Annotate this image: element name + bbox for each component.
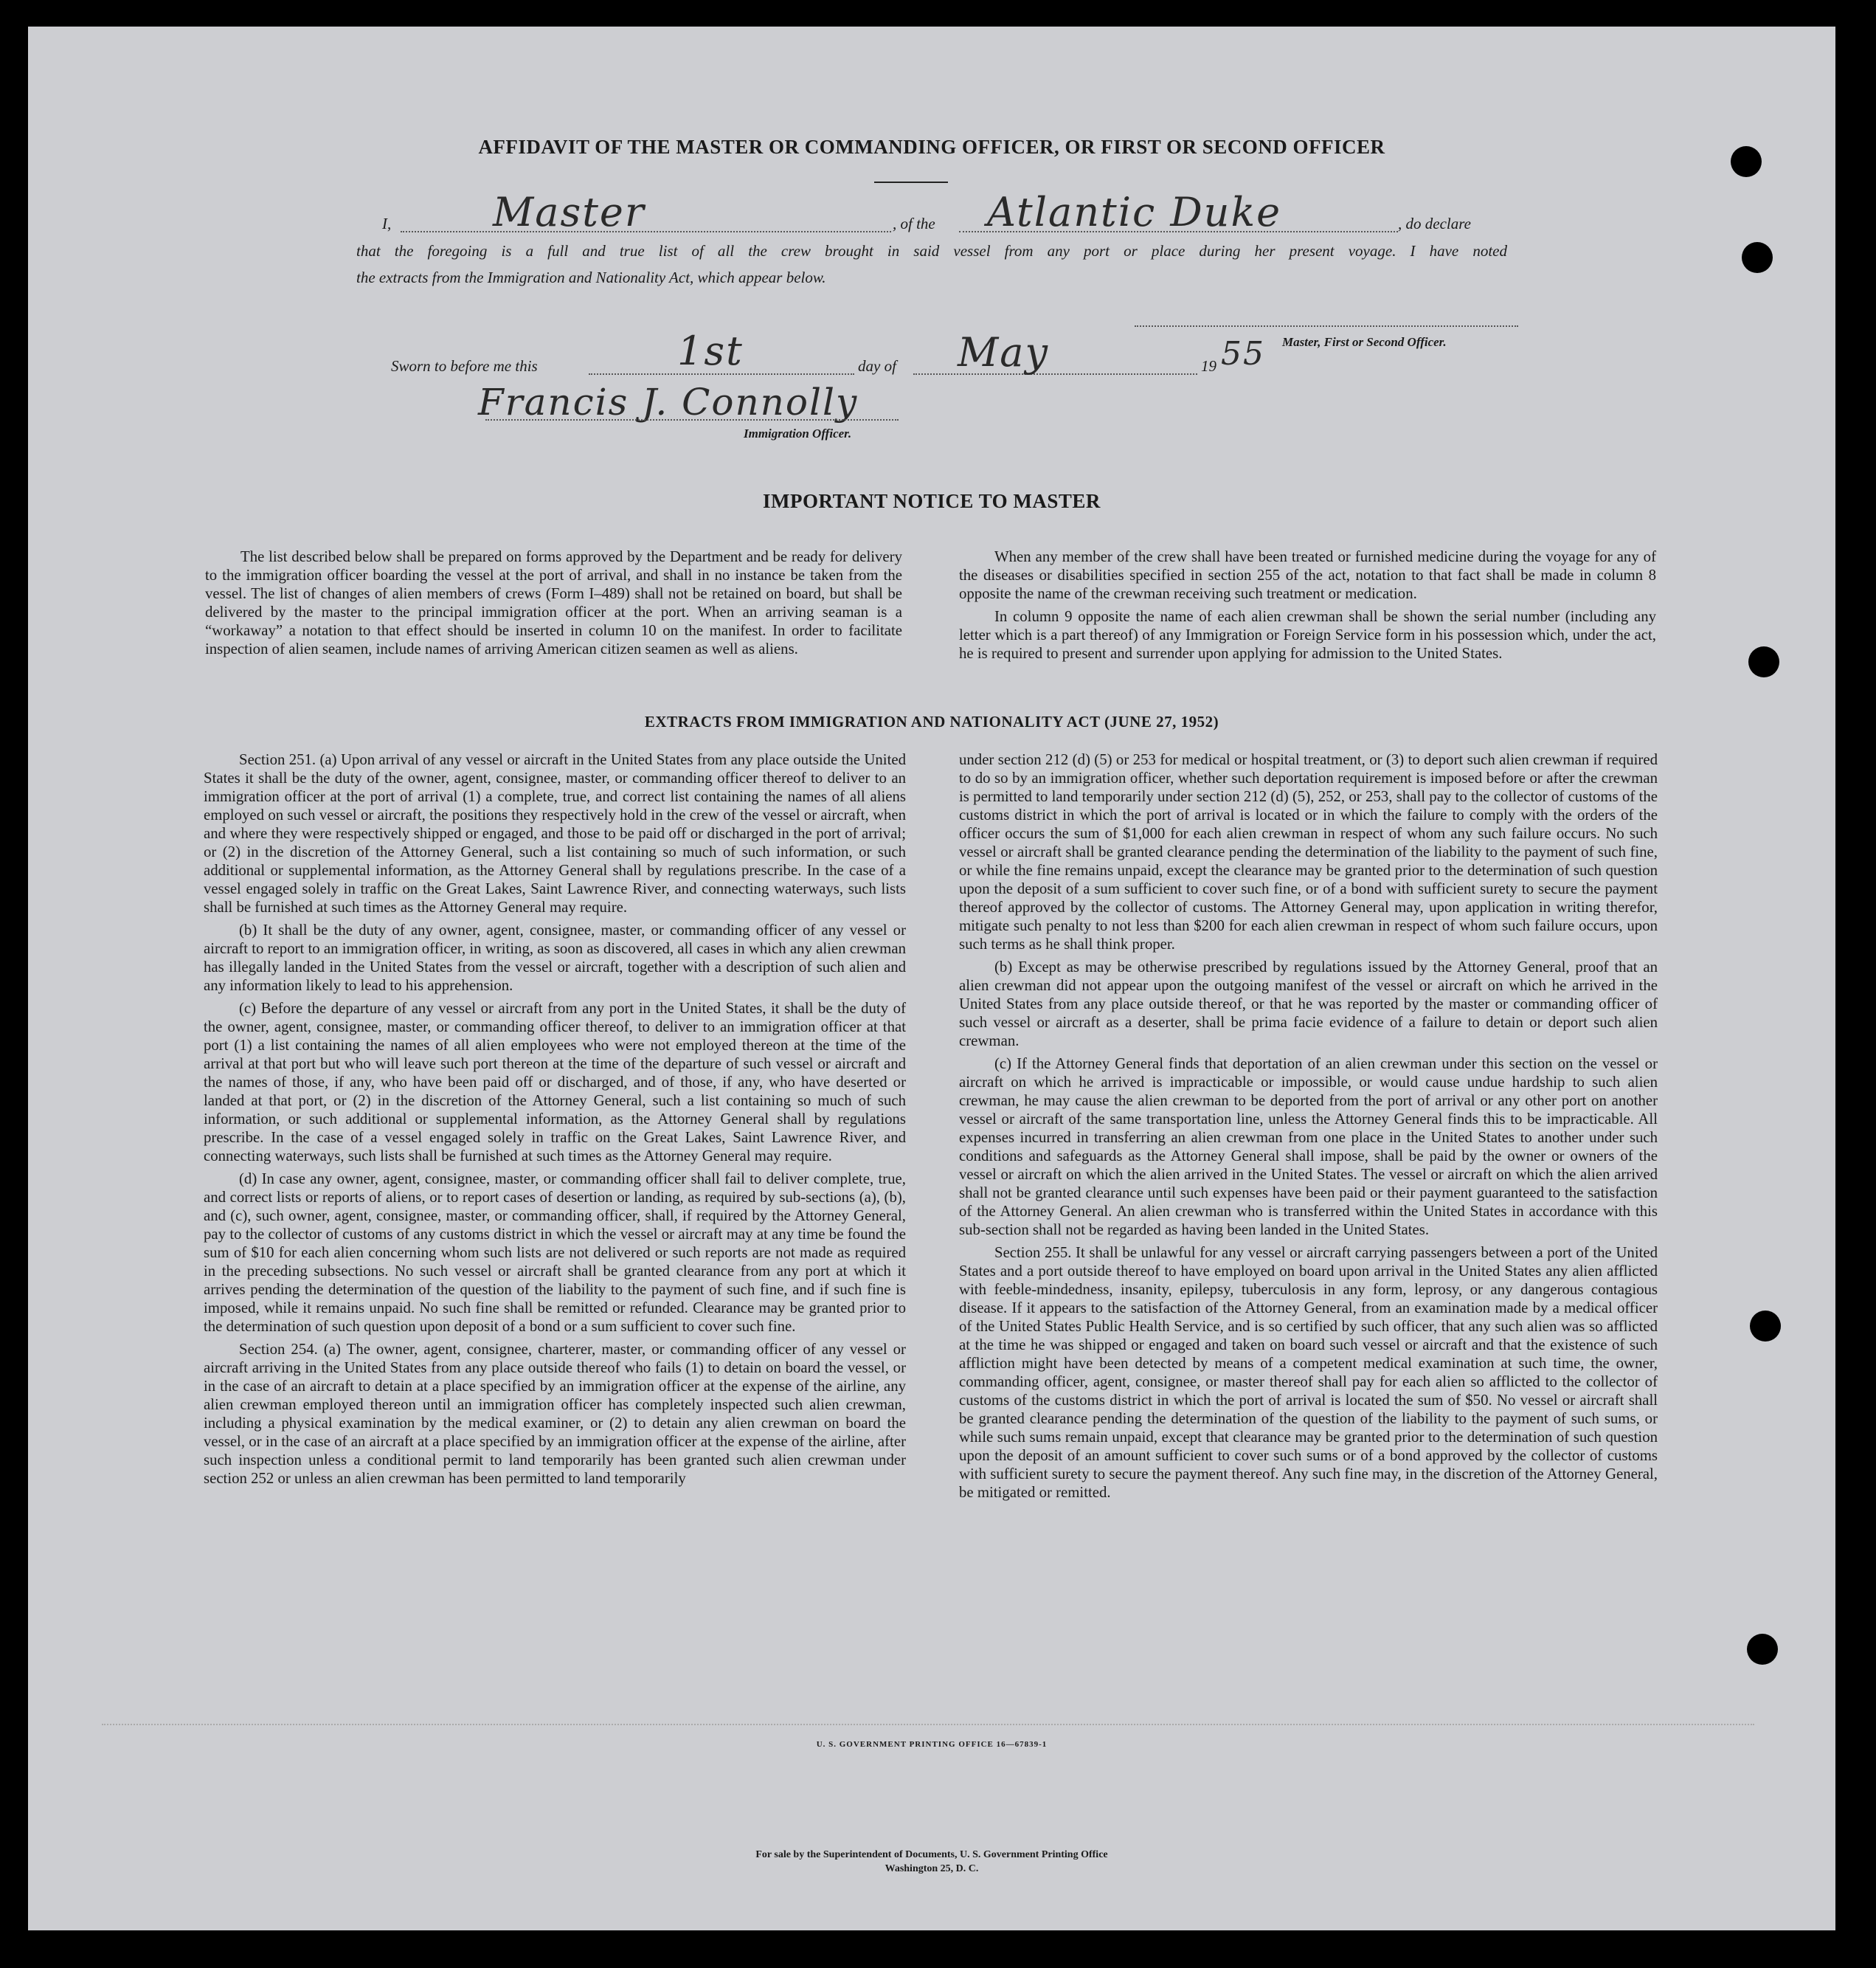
section-251-c: (c) Before the departure of any vessel or aircraft from any port in the United States, it shall be the duty of the owner, agent, consignee, master, or commanding officer thereof, to deliver to an immigration officer at that port (1) a list containing the names of all alien employees who were not employed thereon at the time of the arrival at that port but who will leave such port thereon at the time of the departure of such vessel or aircraft and the names of those, if any, who have been paid off or discharged, and of those, if any, who have deserted or landed at that port, or (2) in the discretion of the Attorney General, such a list containing so much of such information, or such additional or supplemental information, as the Attorney General shall by regulations prescribe. In the case of a vessel engaged solely in traffic on the Great Lakes, Saint Lawrence River, and connecting waterways, such lists shall be furnished at such times as the Attorney General may require. (204, 1000, 906, 1164)
officer-caption: Immigration Officer. (744, 427, 852, 441)
notice-left-paragraph: The list described below shall be prepared on forms approved by the Department and be ready for delivery to the immigration officer boarding the vessel at the port of arrival, and shall in no instance be taken from the vessel. The list of changes of alien members of crews (Form I–489) shall not be retained on board, but shall be delivered by the master to the principal immigration officer at the port. When an arriving seaman is a “workaway” a notation to that effect should be inserted in column 10 on the manifest. In order to facilitate inspection of alien seamen, include names of arriving American citizen seamen as well as aliens. (205, 548, 902, 657)
affidavit-body-line2: the extracts from the Immigration and Nationality Act, which appear below. (356, 269, 826, 286)
master-caption: Master, First or Second Officer. (1282, 335, 1447, 349)
notice-title: IMPORTANT NOTICE TO MASTER (763, 490, 1101, 512)
punch-hole (1750, 1311, 1781, 1342)
officer-signature: Francis J. Connolly (478, 381, 859, 424)
extracts-title: EXTRACTS FROM IMMIGRATION AND NATIONALITY ACT (JUNE 27, 1952) (644, 713, 1219, 731)
section-251-d: (d) In case any owner, agent, consignee, master, or commanding officer shall fail to deliver complete, true, and correct lists or reports of aliens, or to report cases of desertion or landing, as required by sub-sections (a), (b), and (c), such owner, agent, consignee, master, or commanding officer, shall, if required by the Attorney General, pay to the collector of customs of any customs district in which the vessel or aircraft may at any time be found the sum of $10 for each alien concerning whom such lists are not delivered or such reports are not made as required in the preceding subsections. No such vessel or aircraft shall be granted clearance from any port at which it arrives pending the determination of the question of the liability to the payment of such fine, and if such fine is imposed, while it remains unpaid. No such fine shall be remitted or refunded. Clearance may be granted prior to the determination of such question upon deposit of a bond or a sum sufficient to cover such fine. (204, 1170, 906, 1335)
footer-line-2: Washington 25, D. C. (885, 1863, 979, 1874)
notice-right-paragraph-1: When any member of the crew shall have been treated or furnished medicine during the voyage for any of the diseases or disabilities specified in section 255 of the act, notation to that fact shall be made in column 8 opposite the name of the crewman receiving such treatment or medication. (959, 548, 1656, 602)
punch-hole (1747, 1634, 1778, 1665)
section-254-c: (c) If the Attorney General finds that deportation of an alien crewman under this section on the vessel or aircraft on which he arrived is impracticable or impossible, or would cause undue hardship to such alien crewman, he may cause the alien crewman to be deported from the port of arrival or any other port on another vessel or aircraft of the same transportation line, unless the Attorney General finds this to be impracticable. All expenses incurred in transferring an alien crewman from one place in the United States to another under such conditions and safeguards as the Attorney General shall impose, shall be paid by the owner or owners of the vessel or aircraft on which the alien arrived in the United States. The vessel or aircraft on which the alien arrived shall not be granted clearance until such expenses have been paid or their payment guaranteed to the satisfaction of the Attorney General. An alien crewman who is transferred within the United States in accordance with this sub-section shall not be regarded as having been landed in the United States. (959, 1055, 1658, 1238)
affidavit-body-line1: that the foregoing is a full and true list of all the crew brought in said vessel from any port or place during her present voyage. I have noted (356, 242, 1507, 260)
name-blank (401, 231, 891, 232)
handwritten-month: May (958, 329, 1049, 376)
section-254-a-continued: under section 212 (d) (5) or 253 for medical or hospital treatment, or (3) to deport such alien crewman if required to do so by an immigration officer, whether such deportation requirement is imposed before or after the crewman is permitted to land temporarily under section 212 (d) (5), 252, or 253, shall pay to the collector of customs of the customs district in which the port of arrival is located or in which the failure to comply with the orders of the officer occurs the sum of $1,000 for each alien crewman in respect of whom any such failure occurs. No such vessel or aircraft shall be granted clearance pending the determination of the liability to the payment of such fine, or while the fine remains unpaid, except the clearance may be granted prior to the determination of such question upon the deposit of a sum sufficient to cover such fine, or of a bond with sufficient surety to secure the payment thereof approved by the collector of customs. The Attorney General may, upon application in writing therefor, mitigate such penalty to not less than $200 for each alien crewman in respect of whom such failure occurs, upon such terms as he shall think proper. (959, 751, 1658, 953)
document-page (28, 27, 1835, 1930)
section-254-b: (b) Except as may be otherwise prescribed by regulations issued by the Attorney General, proof that an alien crewman did not appear upon the outgoing manifest of the vessel or aircraft on which he arrived in the United States from any place outside thereof, or that he was reported by the master or commanding officer of such vessel or aircraft as a deserter, shall be prima facie evidence of a failure to detain or deport such alien crewman. (959, 959, 1658, 1049)
notice-right-column (959, 548, 1656, 667)
notice-left-column (205, 548, 902, 663)
footer (28, 1848, 1835, 1876)
notice-right-paragraph-2: In column 9 opposite the name of each alien crewman shall be shown the serial number (including any letter which is a part thereof) of any Immigration or Foreign Service form in his possession which, under the act, he is required to present and surrender upon applying for admission to the United States. (959, 608, 1656, 662)
affidavit-do-declare: , do declare (1398, 215, 1471, 232)
day-of-label: day of (858, 357, 896, 375)
title-rule (874, 182, 948, 183)
footer-line-1: For sale by the Superintendent of Documents, U. S. Government Printing Office (755, 1849, 1108, 1860)
punch-hole (1731, 146, 1762, 177)
month-blank (913, 373, 1197, 375)
extracts-left-column (204, 750, 906, 1492)
section-251-b: (b) It shall be the duty of any owner, agent, consignee, master, or commanding officer of any vessel or aircraft to report to an immigration officer, in writing, as soon as discovered, all cases in which any alien crewman has illegally landed in the United States from the vessel or aircraft, together with a description of such alien and any information likely to lead to his apprehension. (204, 922, 906, 994)
section-251-a: Section 251. (a) Upon arrival of any vessel or aircraft in the United States from any place outside the United States it shall be the duty of the owner, agent, consignee, master, or commanding officer thereof to deliver to an immigration officer at the port of arrival (1) a complete, true, and correct list containing the names of all aliens employed on such vessel or aircraft, the positions they respectively hold in the crew of the vessel or aircraft, when and where they were respectively shipped or engaged, and those to be paid off or discharged in the port of arrival; or (2) in the discretion of the Attorney General, such a list containing so much of such information, or such additional or supplemental information, as the Attorney General shall by regulations prescribe. In the case of a vessel engaged solely in traffic on the Great Lakes, Saint Lawrence River, and connecting waterways, such lists shall be furnished at such times as the Attorney General may require. (204, 751, 906, 916)
section-255: Section 255. It shall be unlawful for any vessel or aircraft carrying passengers between a port of the United States and a port outside thereof to have employed on board upon arrival in the United States any alien afflicted with feeble-mindedness, insanity, epilepsy, tuberculosis in any form, leprosy, or any dangerous contagious disease. If it appears to the satisfaction of the Attorney General, from an examination made by a medical officer of the United States Public Health Service, and is so certified by such officer, that any such alien was so afflicted at the time he was shipped or engaged and taken on board such vessel or aircraft and that the existence of such affliction might have been detected by means of a competent medical examination at such time, the owner, commanding officer, agent, consignee, or master thereof shall pay for each alien so afflicted to the collector of customs of the customs district in which the port of arrival is located the sum of $50. No vessel or aircraft shall be granted clearance pending the determination of the question of the liability to the payment of such sums, or while such sums remain unpaid, except that clearance may be granted prior to the determination of such question upon the deposit of an amount sufficient to cover such sums or of a bond approved by the collector of customs with sufficient surety to secure the payment thereof. Any such fine may, in the discretion of the Attorney General, be mitigated or remitted. (959, 1244, 1658, 1501)
handwritten-name: Master (493, 189, 645, 235)
master-signature-line (1135, 325, 1518, 327)
handwritten-day: 1st (677, 328, 744, 374)
affidavit-title: AFFIDAVIT OF THE MASTER OR COMMANDING OFFICER, OR FIRST OR SECOND OFFICER (478, 136, 1385, 158)
handwritten-year: 55 (1221, 335, 1265, 373)
affidavit-prefix: I, (382, 215, 392, 232)
sworn-label: Sworn to before me this (391, 357, 538, 375)
punch-hole (1742, 242, 1773, 273)
officer-signature-line (485, 419, 899, 421)
extracts-right-column (959, 750, 1658, 1506)
handwritten-vessel: Atlantic Duke (987, 189, 1282, 235)
affidavit-of-the: , of the (893, 215, 935, 232)
bottom-rule (102, 1724, 1754, 1725)
punch-hole (1748, 646, 1779, 677)
section-254-a: Section 254. (a) The owner, agent, consignee, charterer, master, or commanding officer of any vessel or aircraft arriving in the United States from any place outside thereof who fails (1) to detain on board the vessel, or in the case of an aircraft to detain at a place specified by an immigration officer at the expense of the airline, any alien crewman employed thereon until an immigration officer has completely inspected such alien crewman, including a physical examination by the medical examiner, or (2) to detain any alien crewman on board the vessel, or in the case of an aircraft at a place specified by an immigration officer at the expense of the airline, after such inspection unless a conditional permit to land temporarily has been granted such alien crewman under section 252 or unless an alien crewman has been permitted to land temporarily (204, 1341, 906, 1487)
year-prefix: 19 (1201, 357, 1216, 375)
gpo-line: U. S. GOVERNMENT PRINTING OFFICE 16—67839-1 (816, 1740, 1048, 1749)
